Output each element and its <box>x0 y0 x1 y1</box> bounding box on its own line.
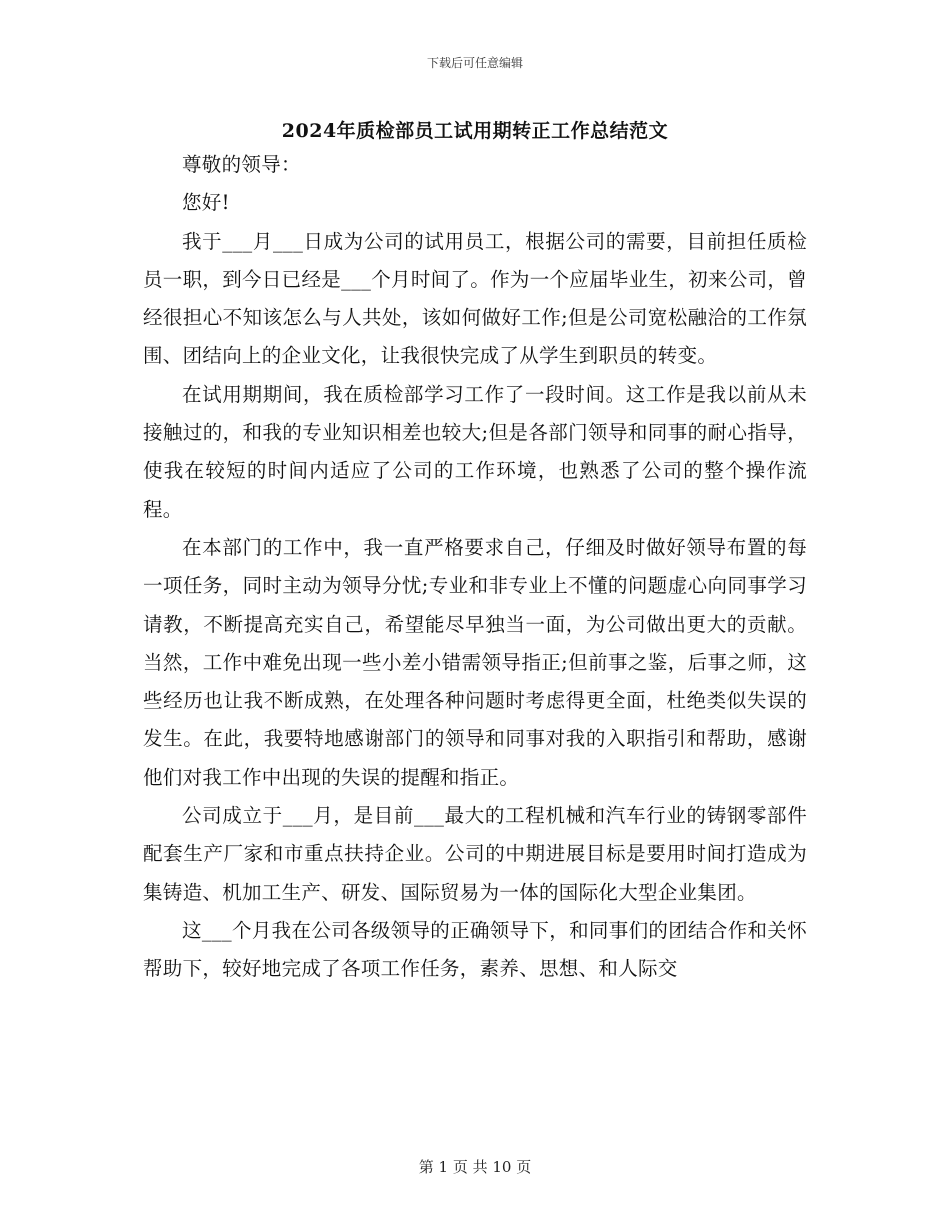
paragraph-1: 我于___月___日成为公司的试用员工，根据公司的需要，目前担任质检员一职，到今日已经是___个月时间了。作为一个应届毕业生，初来公司，曾经很担心不知该怎么与人共处，该如何做好工作;但是公司宽松融洽的工作氛围、团结向上的企业文化，让我很快完成了从学生到职员的转变。 <box>143 229 807 368</box>
page-header-note: 下载后可任意编辑 <box>426 56 523 70</box>
paragraph-3: 在本部门的工作中，我一直严格要求自己，仔细及时做好领导布置的每一项任务，同时主动为领导分忧;专业和非专业上不懂的问题虚心向同事学习请教，不断提高充实自己，希望能尽早独当一面，为公司做出更大的贡献。当然，工作中难免出现一些小差小错需领导指正;但前事之鉴，后事之师，这些经历也让我不断成熟，在处理各种问题时考虑得更全面，杜绝类似失误的发生。在此，我要特地感谢部门的领导和同事对我的入职指引和帮助，感谢他们对我工作中出现的失误的提醒和指正。 <box>143 535 807 789</box>
salutation: 尊敬的领导： <box>182 153 301 176</box>
page-number-footer: 第 1 页 共 10 页 <box>418 1158 532 1176</box>
paragraph-2: 在试用期期间，我在质检部学习工作了一段时间。这工作是我以前从未接触过的，和我的专业知识相差也较大;但是各部门领导和同事的耐心指导，使我在较短的时间内适应了公司的工作环境，也熟悉了公司的整个操作流程。 <box>143 382 807 521</box>
paragraph-5: 这___个月我在公司各级领导的正确领导下，和同事们的团结合作和关怀帮助下，较好地完成了各项工作任务，素养、思想、和人际交 <box>143 918 807 981</box>
paragraph-4: 公司成立于___月，是目前___最大的工程机械和汽车行业的铸钢零部件配套生产厂家和市重点扶持企业。公司的中期进展目标是要用时间打造成为集铸造、机加工生产、研发、国际贸易为一体的国际化大型企业集团。 <box>143 804 807 904</box>
document-body <box>143 146 807 989</box>
greeting: 您好! <box>182 191 230 215</box>
document-title: 2024年质检部员工试用期转正工作总结范文 <box>281 120 669 142</box>
